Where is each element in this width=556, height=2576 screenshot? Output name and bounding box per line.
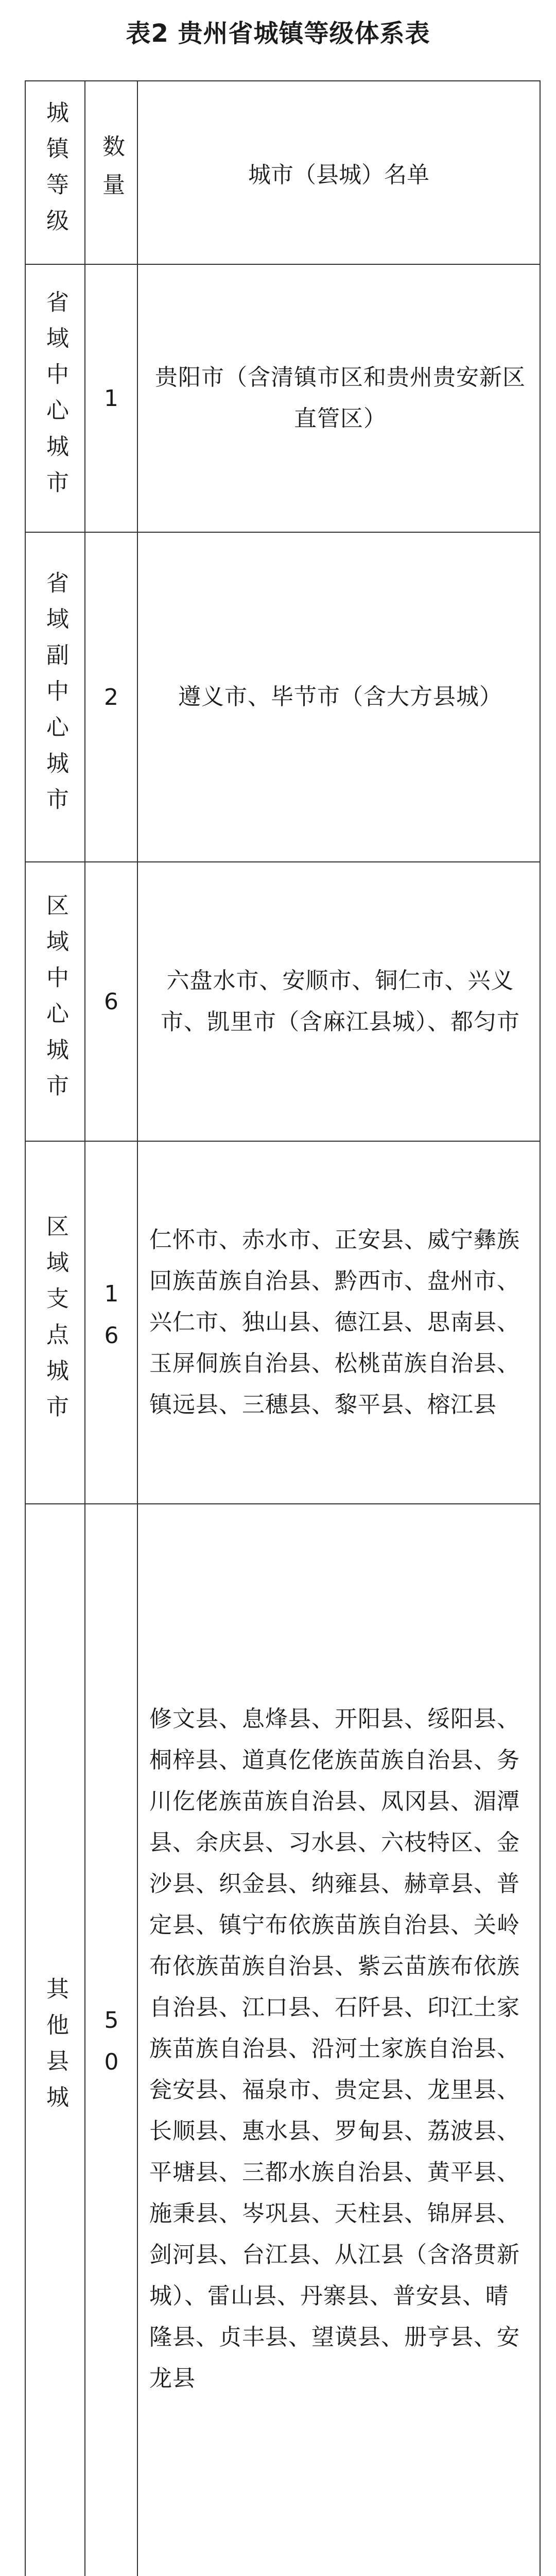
count-value: 50	[98, 2007, 125, 2091]
header-count: 数量	[98, 134, 125, 211]
city-list: 遵义市、毕节市（含大方县城）	[137, 532, 540, 862]
level-cell	[25, 862, 85, 1141]
header-names: 城市（县城）名单	[137, 81, 540, 264]
table-row	[25, 1141, 540, 1504]
table-row	[25, 264, 540, 532]
city-level-table	[25, 80, 541, 2576]
table-row	[25, 1504, 540, 2576]
level-cell	[25, 1504, 85, 2576]
level-label: 其他县城	[42, 1977, 68, 2121]
count-cell: 1	[85, 264, 137, 532]
table-header-row	[25, 81, 540, 264]
city-list: 贵阳市（含清镇市区和贵州贵安新区直管区）	[137, 264, 540, 532]
count-cell	[85, 1504, 137, 2576]
header-level-cell	[25, 81, 85, 264]
level-label: 省域副中心城市	[42, 571, 68, 823]
count-cell: 2	[85, 532, 137, 862]
level-cell	[25, 264, 85, 532]
level-cell	[25, 532, 85, 862]
level-label: 省域中心城市	[42, 290, 68, 506]
city-list: 修文县、息烽县、开阳县、绥阳县、桐梓县、道真仡佬族苗族自治县、务川仡佬族苗族自治县、凤冈县、湄潭县、余庆县、习水县、六枝特区、金沙县、织金县、纳雍县、赫章县、普定县、镇宁布依族苗族自治县、关岭布依族苗族自治县、紫云苗族布依族自治县、江口县、石阡县、印江土家族苗族自治县、沿河土家族自治县、瓮安县、福泉市、贵定县、龙里县、长顺县、惠水县、罗甸县、荔波县、平塘县、三都水族自治县、黄平县、施秉县、岑巩县、天柱县、锦屏县、剑河县、台江县、从江县（含洛贯新城）、雷山县、丹寨县、普安县、晴隆县、贞丰县、望谟县、册亨县、安龙县	[137, 1504, 540, 2576]
table-row	[25, 862, 540, 1141]
count-cell: 6	[85, 862, 137, 1141]
level-cell	[25, 1141, 85, 1504]
count-cell	[85, 1141, 137, 1504]
count-value: 16	[98, 1281, 125, 1364]
level-label: 区域中心城市	[42, 893, 68, 1110]
header-count-cell	[85, 81, 137, 264]
table-title: 表2 贵州省城镇等级体系表	[126, 19, 430, 48]
city-list: 仁怀市、赤水市、正安县、威宁彝族回族苗族自治县、黔西市、盘州市、兴仁市、独山县、德江县、思南县、玉屏侗族自治县、松桃苗族自治县、镇远县、三穗县、黎平县、榕江县	[137, 1141, 540, 1504]
header-level: 城镇等级	[42, 100, 68, 245]
table-row	[25, 532, 540, 862]
city-list: 六盘水市、安顺市、铜仁市、兴义市、凯里市（含麻江县城）、都匀市	[137, 862, 540, 1141]
level-label: 区域支点城市	[42, 1214, 68, 1431]
